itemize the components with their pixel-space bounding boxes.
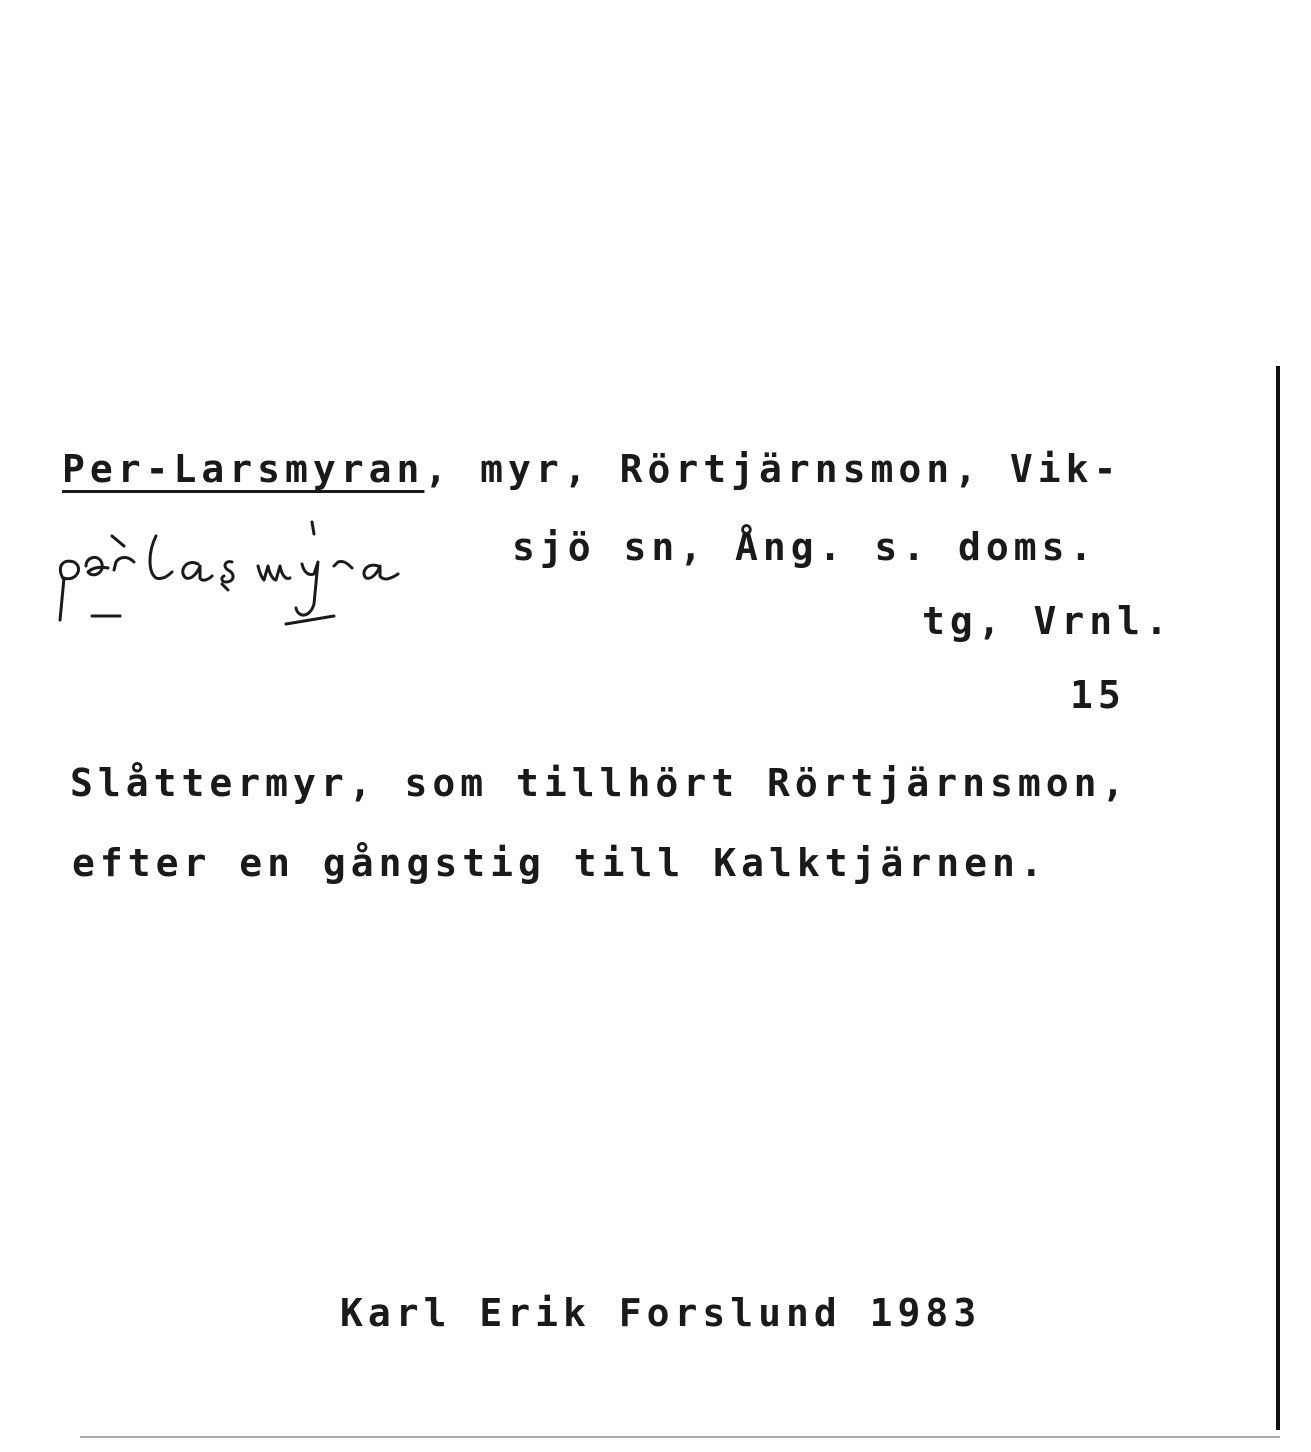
signature-line: Karl Erik Forslund 1983 xyxy=(340,1291,982,1335)
entry-header-rest: , myr, Rörtjärnsmon, Vik- xyxy=(424,447,1122,491)
handwritten-pronunciation xyxy=(52,516,482,636)
parish-line: sjö sn, Ång. s. doms. xyxy=(512,525,1098,569)
description-line-1: Slåttermyr, som tillhört Rörtjärnsmon, xyxy=(70,761,1130,805)
district-line: tg, Vrnl. xyxy=(922,599,1173,643)
pronunciation-handwriting xyxy=(52,516,482,636)
page-number: 15 xyxy=(1070,673,1126,717)
entry-header-line xyxy=(62,447,1122,491)
card-bottom-edge xyxy=(80,1436,1280,1438)
headword: Per-Larsmyran xyxy=(62,447,425,491)
card-right-edge xyxy=(1276,366,1280,1430)
description-line-2: efter en gångstig till Kalktjärnen. xyxy=(72,841,1048,885)
